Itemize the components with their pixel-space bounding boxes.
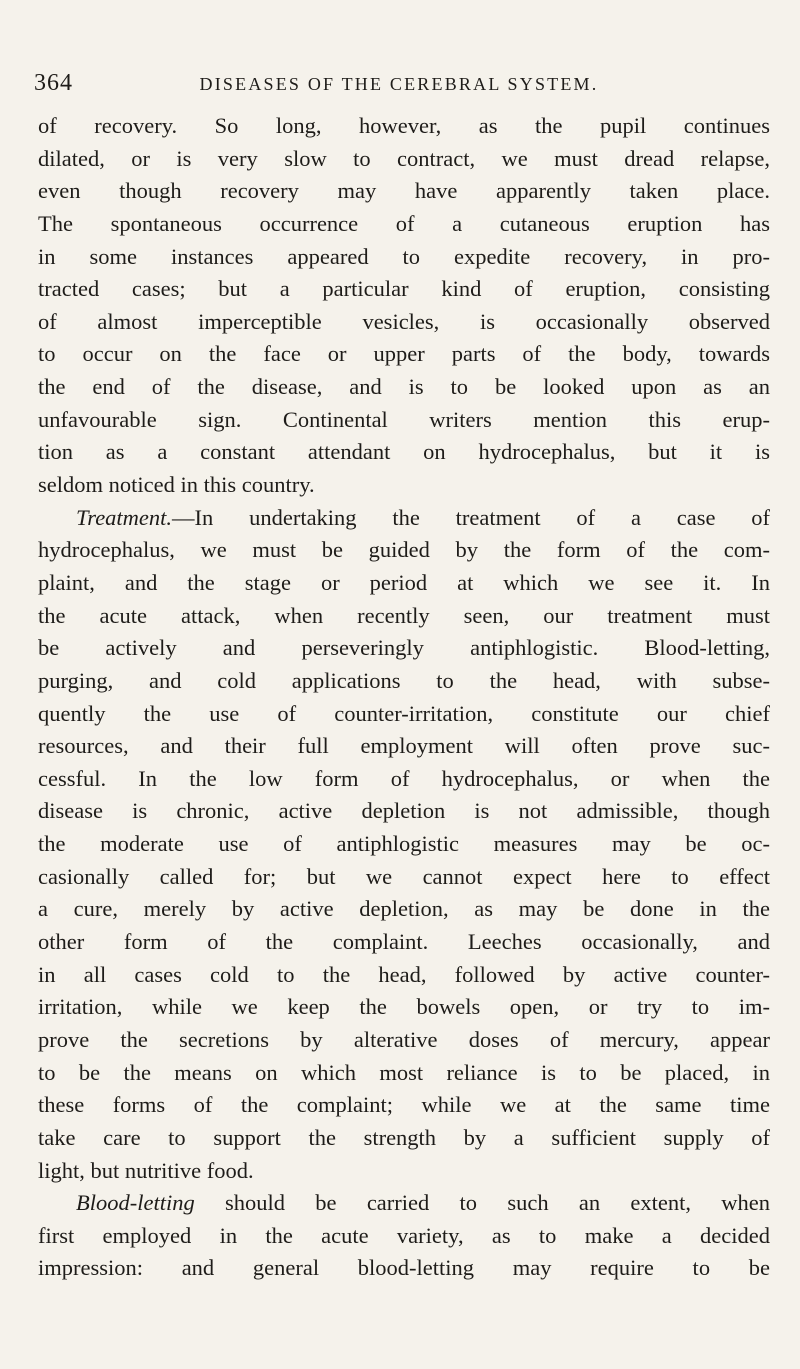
text-line (38, 926, 770, 959)
line-text: the acute attack, when recently seen, our treatment must (38, 602, 770, 628)
line-text: in all cases cold to the head, followed by active counter- (38, 961, 770, 987)
line-text: of recovery. So long, however, as the pupil continues (38, 113, 770, 138)
line-text: hydrocephalus, we must be guided by the form of the com- (38, 537, 770, 563)
line-text: in some instances appeared to expedite recovery, in pro- (38, 243, 770, 269)
line-text: light, but nutritive food. (38, 1157, 254, 1183)
text-line (38, 730, 770, 763)
text-line (38, 698, 770, 731)
line-text: resources, and their full employment will often prove suc- (38, 733, 770, 759)
text-line (38, 371, 770, 404)
text-line (38, 991, 770, 1024)
text-line (38, 306, 770, 339)
line-text: should be carried to such an extent, when (194, 1190, 770, 1216)
line-text: to occur on the face or upper parts of the body, towards (38, 341, 770, 367)
text-line (38, 795, 770, 828)
text-line (38, 567, 770, 600)
text-line (38, 959, 770, 992)
line-text: impression: and general blood-letting may require to be (38, 1255, 770, 1281)
line-text: the end of the disease, and is to be looked upon as an (38, 374, 770, 400)
line-text: disease is chronic, active depletion is not admissible, though (38, 798, 770, 824)
text-line (38, 1122, 770, 1155)
text-line (38, 1187, 770, 1220)
text-line (38, 110, 770, 143)
running-head: DISEASES OF THE CEREBRAL SYSTEM. (199, 74, 599, 94)
text-line (38, 1220, 770, 1253)
text-line (38, 404, 770, 437)
text-line (38, 1252, 770, 1285)
line-text: even though recovery may have apparently taken place. (38, 178, 770, 204)
paragraph-lead: Blood-letting (76, 1190, 195, 1216)
line-text: The spontaneous occurrence of a cutaneous eruption has (38, 210, 770, 236)
text-line (38, 1057, 770, 1090)
line-text: plaint, and the stage or period at which we see it. In (38, 569, 770, 595)
line-text: to be the means on which most reliance is to be placed, in (38, 1059, 770, 1085)
line-text: take care to support the strength by a sufficient supply of (38, 1124, 770, 1150)
text-line (38, 241, 770, 274)
line-text: seldom noticed in this country. (38, 472, 315, 498)
text-line (38, 1089, 770, 1122)
line-text: the moderate use of antiphlogistic measures may be oc- (38, 831, 770, 857)
text-line (38, 175, 770, 208)
line-text: these forms of the complaint; while we at the same time (38, 1092, 770, 1118)
line-text: cessful. In the low form of hydrocephalus, or when the (38, 765, 770, 791)
text-line (38, 534, 770, 567)
line-text: purging, and cold applications to the head, with subse- (38, 667, 770, 693)
line-text: other form of the complaint. Leeches occasionally, and (38, 929, 770, 955)
text-line (38, 1155, 770, 1188)
text-line (38, 600, 770, 633)
line-text: dilated, or is very slow to contract, we must dread relapse, (38, 145, 770, 171)
text-line (38, 632, 770, 665)
line-text: unfavourable sign. Continental writers mention this erup- (38, 406, 770, 432)
line-text: irritation, while we keep the bowels open, or try to im- (38, 994, 770, 1020)
text-line (38, 469, 770, 502)
text-line (38, 763, 770, 796)
text-line (38, 861, 770, 894)
text-line (38, 1024, 770, 1057)
text-line (38, 665, 770, 698)
text-line (38, 828, 770, 861)
text-line (38, 893, 770, 926)
line-text: be actively and perseveringly antiphlogistic. Blood-letting, (38, 635, 770, 661)
body-text (38, 110, 770, 1285)
text-line (38, 436, 770, 469)
line-text: quently the use of counter-irritation, constitute our chief (38, 700, 770, 726)
line-text: prove the secretions by alterative doses of mercury, appear (38, 1026, 770, 1052)
line-text: tracted cases; but a particular kind of eruption, consisting (38, 276, 770, 302)
line-text: a cure, merely by active depletion, as may be done in the (38, 896, 770, 922)
text-line (38, 143, 770, 176)
line-text: of almost imperceptible vesicles, is occasionally observed (38, 308, 770, 334)
text-line (38, 338, 770, 371)
line-text: —In undertaking the treatment of a case of (172, 504, 770, 530)
paragraph-lead: Treatment. (76, 504, 173, 530)
text-line (38, 273, 770, 306)
page-number: 364 (34, 70, 73, 96)
line-text: first employed in the acute variety, as to make a decided (38, 1222, 770, 1248)
page-header (34, 70, 764, 104)
text-line (38, 208, 770, 241)
text-line (38, 502, 770, 535)
line-text: tion as a constant attendant on hydrocephalus, but it is (38, 439, 770, 465)
line-text: casionally called for; but we cannot expect here to effect (38, 863, 770, 889)
